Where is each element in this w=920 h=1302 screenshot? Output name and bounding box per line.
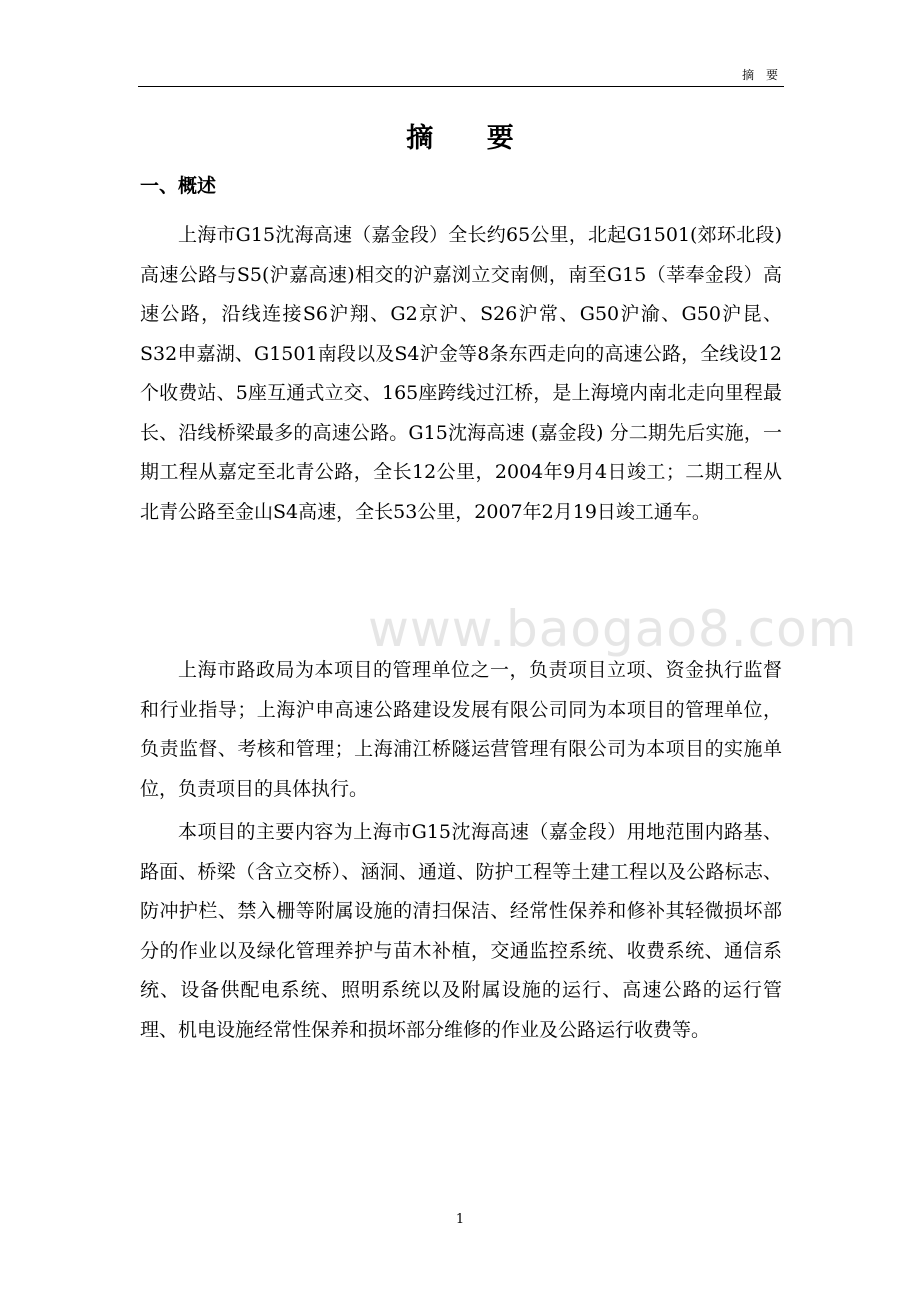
- paragraph-scope: 本项目的主要内容为上海市G15沈海高速（嘉金段）用地范围内路基、路面、桥梁（含立交桥）、涵洞、通道、防护工程等土建工程以及公路标志、防冲护栏、禁入栅等附属设施的清扫保洁、经常性保养和修补其轻微损坏部分的作业以及绿化管理养护与苗木补植，交通监控系统、收费系统、通信系统、设备供配电系统、照明系统以及附属设施的运行、高速公路的运行管理、机电设施经常性保养和损坏部分维修的作业及公路运行收费等。: [140, 821, 782, 1041]
- section-heading: 一、概述: [140, 175, 217, 197]
- running-header: 摘 要: [742, 68, 782, 82]
- paragraph-overview: 上海市G15沈海高速（嘉金段）全长约65公里，北起G1501(郊环北段)高速公路与S5(沪嘉高速)相交的沪嘉浏立交南侧，南至G15（莘奉金段）高速公路，沿线连接S6沪翔、G2京沪、S26沪常、G50沪渝、G50沪昆、S32申嘉湖、G1501南段以及S4沪金等8条东西走向的高速公路，全线设12个收费站、5座互通式立交、165座跨线过江桥，是上海境内南北走向里程最长、沿线桥梁最多的高速公路。G15沈海高速 (嘉金段) 分二期先后实施，一期工程从嘉定至北青公路，全长12公里，2004年9月4日竣工；二期工程从北青公路至金山S4高速，全长53公里，2007年2月19日竣工通车。: [140, 224, 782, 523]
- page-number: 1: [455, 1212, 465, 1227]
- paragraph-management: 上海市路政局为本项目的管理单位之一，负责项目立项、资金执行监督和行业指导；上海沪申高速公路建设发展有限公司同为本项目的管理单位，负责监督、考核和管理；上海浦江桥隧运营管理有限公司为本项目的实施单位，负责项目的具体执行。: [140, 659, 782, 800]
- header-rule: [138, 86, 784, 87]
- watermark: www.baogao8.com: [368, 600, 858, 658]
- page-title: 摘 要: [406, 123, 536, 154]
